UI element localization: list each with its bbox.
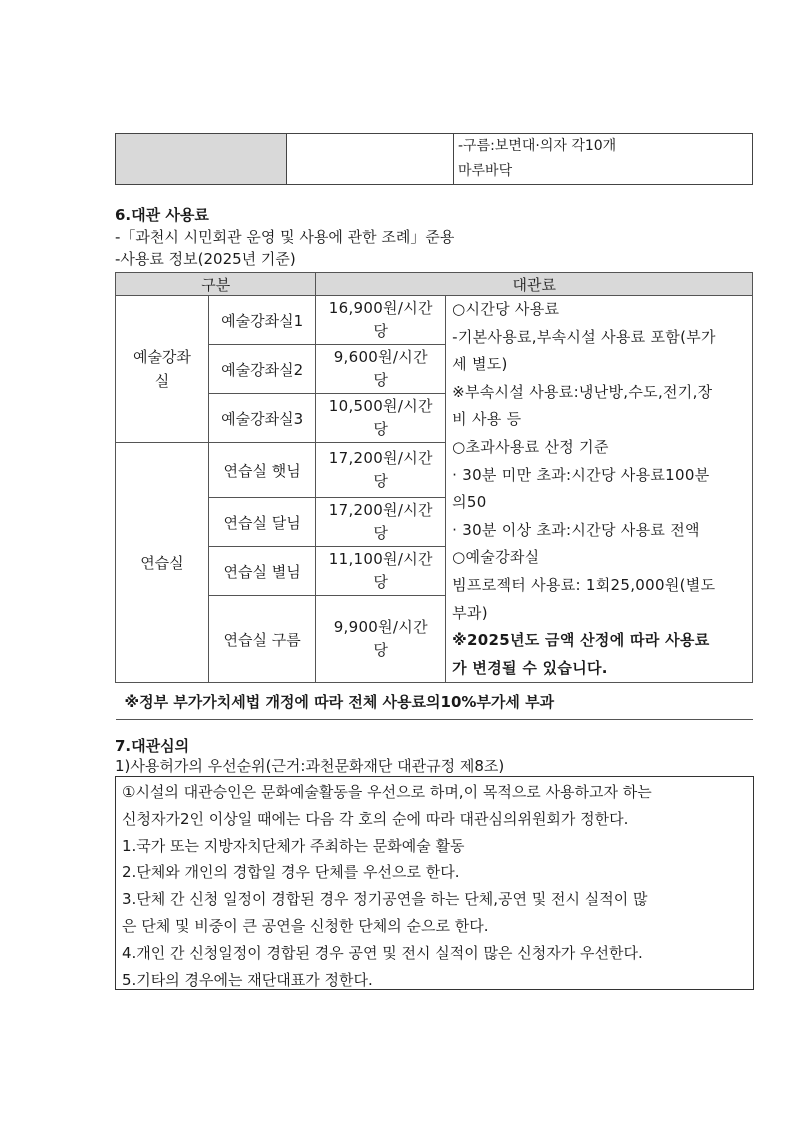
- room-price: 9,900원/시간 당: [316, 596, 446, 683]
- rule-line: 4.개인 간 신청일정이 경합된 경우 공연 및 전시 실적이 많은 신청자가 우선한다.: [122, 943, 643, 962]
- section6-line2: -사용료 정보(2025년 기준): [115, 250, 296, 268]
- rule-line: 2.단체와 개인의 경합일 경우 단체를 우선으로 한다.: [122, 863, 460, 882]
- table-row: [116, 296, 753, 345]
- note-line: · 30분 이상 초과:시간당 사용료 전액: [452, 520, 700, 539]
- note-line: ※부속시설 사용료:냉난방,수도,전기,장: [452, 382, 713, 401]
- note-line: 의50: [452, 493, 487, 512]
- fee-table: [115, 272, 753, 720]
- room-price: 17,200원/시간 당: [316, 498, 446, 547]
- header-category: 구분: [116, 273, 316, 296]
- room-name: 예술강좌실1: [208, 296, 316, 345]
- section6-title: 6.대관 사용료: [115, 206, 209, 224]
- note-line: ○예술강좌실: [452, 548, 540, 567]
- room-price: 16,900원/시간 당: [316, 296, 446, 345]
- table-header-row: [116, 273, 753, 296]
- room-name: 연습실 햇님: [208, 443, 316, 498]
- note-line: 빔프로젝터 사용료: 1회25,000원(별도: [452, 575, 716, 594]
- floor-line: 마루바닥: [458, 163, 513, 179]
- group-label: 예술강좌 실: [132, 348, 191, 390]
- note-line: · 30분 미만 초과:시간당 사용료100분: [452, 465, 710, 484]
- room-price: 10,500원/시간 당: [316, 394, 446, 443]
- group-name: 연습실: [116, 443, 209, 683]
- note-line: 부과): [452, 603, 488, 622]
- equipment-cell: [454, 134, 753, 185]
- room-price: 17,200원/시간 당: [316, 443, 446, 498]
- room-name: 예술강좌실2: [208, 345, 316, 394]
- section7-subtitle: 1)사용허가의 우선순위(근거:과천문화재단 대관규정 제8조): [115, 757, 505, 775]
- table-cell-empty: [116, 134, 287, 185]
- note-line-bold: 가 변경될 수 있습니다.: [452, 658, 608, 677]
- vat-note: [116, 683, 753, 720]
- room-price: 11,100원/시간 당: [316, 547, 446, 596]
- vat-note-row: [116, 683, 753, 720]
- note-line: 세 별도): [452, 355, 508, 374]
- header-fee: 대관료: [316, 273, 753, 296]
- room-name: 연습실 달님: [208, 498, 316, 547]
- rule-line: 은 단체 및 비중이 큰 공연을 신청한 단체의 순으로 한다.: [122, 916, 489, 935]
- rule-line: ①시설의 대관승인은 문화예술활동을 우선으로 하며,이 목적으로 사용하고자 하는: [122, 783, 652, 801]
- vat-note-text: ※정부 부가가치세법 개정에 따라 전체 사용료의10%부가세 부과: [124, 692, 555, 711]
- section7-title: 7.대관심의: [115, 737, 190, 755]
- room-name: 연습실 구름: [208, 596, 316, 683]
- table-cell-empty: [287, 134, 454, 185]
- note-line-bold: ※2025년도 금액 산정에 따라 사용료: [452, 631, 710, 650]
- group-name: [116, 296, 209, 443]
- room-price: 9,600원/시간 당: [316, 345, 446, 394]
- note-line: ○시간당 사용료: [452, 300, 560, 318]
- rule-line: 1.국가 또는 지방자치단체가 주최하는 문화예술 활동: [122, 836, 465, 855]
- rule-line: 3.단체 간 신청 일정이 경합된 경우 정기공연을 하는 단체,공연 및 전시 실적이 많: [122, 890, 648, 909]
- rule-line: 5.기타의 경우에는 재단대표가 정한다.: [122, 970, 373, 989]
- rule-line: 신청자가2인 이상일 때에는 다음 각 호의 순에 따라 대관심의위원회가 정한다.: [122, 809, 629, 828]
- section6-line1: -「과천시 시민회관 운영 및 사용에 관한 조례」준용: [115, 228, 455, 246]
- note-line: 비 사용 등: [452, 410, 522, 429]
- equipment-table-continuation: [115, 133, 753, 185]
- note-line: ○초과사용료 산정 기준: [452, 437, 609, 456]
- fee-notes: [446, 296, 753, 683]
- room-name: 연습실 별님: [208, 547, 316, 596]
- room-name: 예술강좌실3: [208, 394, 316, 443]
- equipment-line: -구름:보면대·의자 각10개: [458, 138, 617, 154]
- priority-rules-box: [115, 776, 754, 990]
- note-line: -기본사용료,부속시설 사용료 포함(부가: [452, 327, 716, 346]
